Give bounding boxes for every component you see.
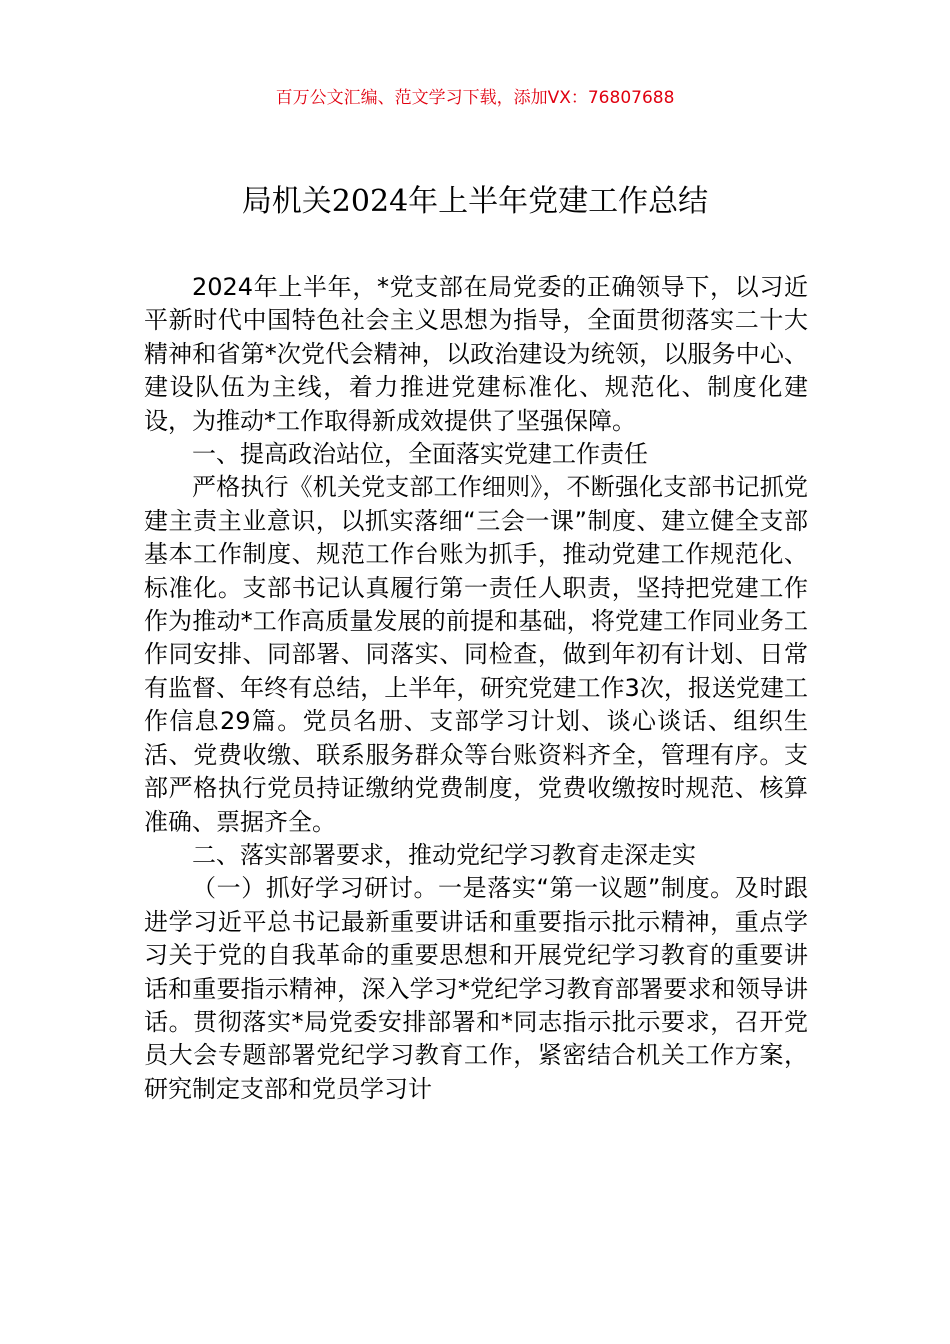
section-heading-1: 一、提高政治站位，全面落实党建工作责任 xyxy=(192,440,648,469)
document-body xyxy=(144,271,808,1106)
watermark-header-note: 百万公文汇编、范文学习下载，添加VX：76807688 xyxy=(275,88,675,108)
paragraph-section-1: 严格执行《机关党支部工作细则》，不断强化支部书记抓党建主责主业意识，以抓实落细“三会一课”制度、建立健全支部基本工作制度、规范工作台账为抓手，推动党建工作规范化、标准化。支部书记认真履行第一责任人职责，坚持把党建工作作为推动*工作高质量发展的前提和基础，将党建工作同业务工作同安排、同部署、同落实、同检查，做到年初有计划、日常有监督、年终有总结，上半年，研究党建工作3次，报送党建工作信息29篇。党员名册、支部学习计划、谈心谈话、组织生活、党费收缴、联系服务群众等台账资料齐全，管理有序。支部严格执行党员持证缴纳党费制度，党费收缴按时规范、核算准确、票据齐全。 xyxy=(144,473,808,836)
section-heading-2: 二、落实部署要求，推动党纪学习教育走深走实 xyxy=(192,840,696,869)
document-title: 局机关2024年上半年党建工作总结 xyxy=(241,184,709,219)
paragraph-section-2: （一）抓好学习研讨。一是落实“第一议题”制度。及时跟进学习近平总书记最新重要讲话和重要指示批示精神，重点学习关于党的自我革命的重要思想和开展党纪学习教育的重要讲话和重要指示精神，深入学习*党纪学习教育部署要求和领导讲话。贯彻落实*局党委安排部署和*同志指示批示要求，召开党员大会专题部署党纪学习教育工作，紧密结合机关工作方案，研究制定支部和党员学习计 xyxy=(144,874,808,1103)
paragraph-intro: 2024年上半年，*党支部在局党委的正确领导下，以习近平新时代中国特色社会主义思想为指导，全面贯彻落实二十大精神和省第*次党代会精神，以政治建设为统领，以服务中心、建设队伍为主线，着力推进党建标准化、规范化、制度化建设，为推动*工作取得新成效提供了坚强保障。 xyxy=(144,273,808,435)
